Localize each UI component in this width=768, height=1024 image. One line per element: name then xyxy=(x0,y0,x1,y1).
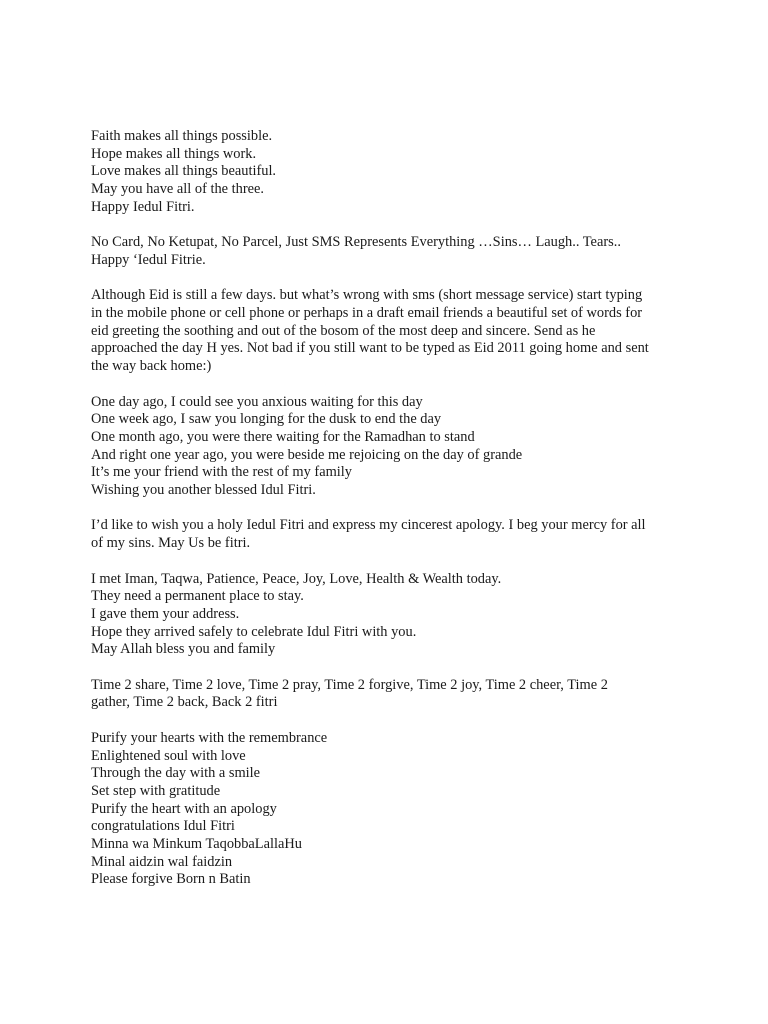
paragraph-one-day-ago xyxy=(91,394,691,500)
text-line: gather, Time 2 back, Back 2 fitri xyxy=(91,694,278,711)
text-line: It’s me your friend with the rest of my family xyxy=(91,464,352,481)
text-line: One day ago, I could see you anxious waiting for this day xyxy=(91,393,423,410)
text-line: approached the day H yes. Not bad if you still want to be typed as Eid 2011 going home and sent xyxy=(91,340,649,357)
text-line: Happy ‘Iedul Fitrie. xyxy=(91,251,206,268)
text-line: in the mobile phone or cell phone or perhaps in a draft email friends a beautiful set of words for xyxy=(91,305,643,321)
text-line: of my sins. May Us be fitri. xyxy=(91,535,251,552)
text-line: May you have all of the three. xyxy=(91,181,265,198)
paragraph-time-2-share xyxy=(91,677,691,712)
text-line: One week ago, I saw you longing for the dusk to end the day xyxy=(91,411,442,428)
text-line: Hope they arrived safely to celebrate Idul Fitri with you. xyxy=(91,623,417,640)
text-line: I gave them your address. xyxy=(91,605,240,622)
paragraph-although-eid xyxy=(91,287,691,376)
paragraph-purify xyxy=(91,730,691,889)
text-line: Minna wa Minkum TaqobbaLallaHu xyxy=(91,836,302,853)
text-line: No Card, No Ketupat, No Parcel, Just SMS Represents Everything …Sins… Laugh.. Tears.. xyxy=(91,234,621,251)
paragraph-faith-hope-love xyxy=(91,128,691,217)
paragraph-i-met-iman xyxy=(91,571,691,660)
text-line: Although Eid is still a few days. but what’s wrong with sms (short message service) start typing xyxy=(91,287,643,304)
text-line: Minal aidzin wal faidzin xyxy=(91,853,233,870)
text-line: They need a permanent place to stay. xyxy=(91,588,304,605)
text-line: Through the day with a smile xyxy=(91,765,261,782)
text-line: Set step with gratitude xyxy=(91,782,221,799)
text-line: May Allah bless you and family xyxy=(91,641,276,658)
text-line: Happy Iedul Fitri. xyxy=(91,198,195,215)
text-line: congratulations Idul Fitri xyxy=(91,818,235,835)
text-line: And right one year ago, you were beside me rejoicing on the day of grande xyxy=(91,446,523,463)
document-page xyxy=(91,128,691,907)
text-line: Hope makes all things work. xyxy=(91,145,257,162)
text-line: Please forgive Born n Batin xyxy=(91,871,251,888)
text-line: eid greeting the soothing and out of the bosom of the most deep and sincere. Send as he xyxy=(91,322,596,339)
text-line: I met Iman, Taqwa, Patience, Peace, Joy, Love, Health & Wealth today. xyxy=(91,570,502,587)
text-line: Purify the heart with an apology xyxy=(91,800,277,817)
text-line: One month ago, you were there waiting for the Ramadhan to stand xyxy=(91,428,475,445)
text-line: I’d like to wish you a holy Iedul Fitri and express my cincerest apology. I beg your mercy for all xyxy=(91,517,646,534)
text-line: the way back home:) xyxy=(91,358,212,375)
text-line: Faith makes all things possible. xyxy=(91,128,273,144)
paragraph-apology xyxy=(91,517,691,552)
text-line: Enlightened soul with love xyxy=(91,747,246,764)
text-line: Wishing you another blessed Idul Fitri. xyxy=(91,482,316,499)
text-line: Time 2 share, Time 2 love, Time 2 pray, Time 2 forgive, Time 2 joy, Time 2 cheer, Time 2 xyxy=(91,676,608,693)
text-line: Purify your hearts with the remembrance xyxy=(91,729,328,746)
text-line: Love makes all things beautiful. xyxy=(91,163,277,180)
paragraph-no-card xyxy=(91,234,691,269)
